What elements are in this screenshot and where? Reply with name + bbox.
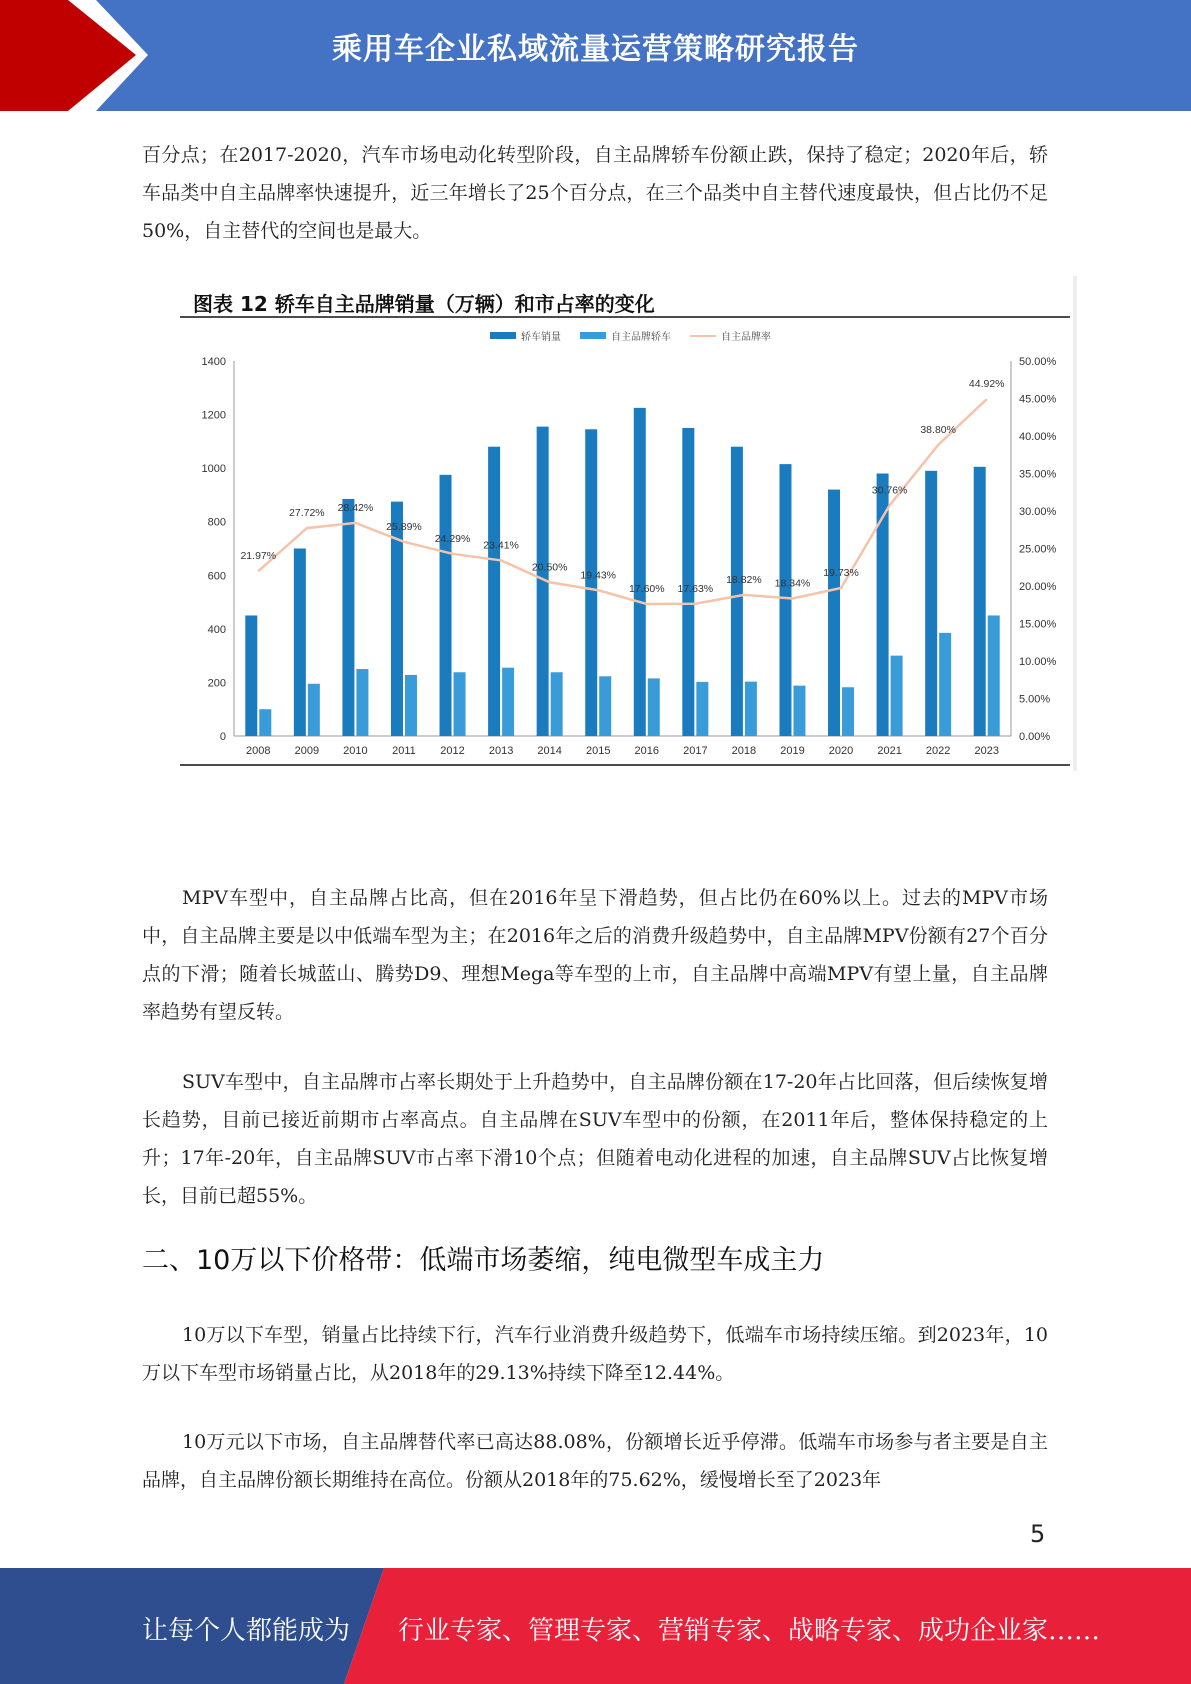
x-tick-label: 2020 [828,745,854,757]
bar-sedan-sales [585,429,597,736]
line-data-label: 17.63% [677,582,714,595]
chart-edge-shadow [1073,276,1077,771]
x-tick-label: 2011 [392,745,416,757]
y-right-tick-label: 10.00% [1019,656,1057,668]
x-tick-label: 2016 [634,745,660,757]
bar-sedan-sales [779,464,791,736]
legend-swatch [580,332,606,339]
bar-domestic-sedan [259,709,271,736]
line-data-label: 44.92% [968,378,1005,391]
bar-domestic-sedan [454,672,466,736]
x-tick-label: 2015 [585,745,611,757]
bar-domestic-sedan [939,633,951,736]
y-left-tick-label: 200 [207,677,226,690]
bar-domestic-sedan [599,676,611,736]
page-header [0,0,1191,111]
bar-domestic-sedan [308,684,320,736]
y-left-tick-label: 600 [207,570,226,583]
bar-sedan-sales [828,490,840,736]
bar-domestic-sedan [745,682,757,736]
y-right-tick-label: 50.00% [1019,356,1057,368]
header-title: 乘用车企业私域流量运营策略研究报告 [332,32,859,67]
paragraph-domestic-share: 10万元以下市场，自主品牌替代率已高达88.08%，份额增长近乎停滞。低端车市场参与者主要是自主品牌，自主品牌份额长期维持在高位。份额从2018年的75.62%，缓慢增长至了2023年 [142,1431,1048,1491]
y-left-tick-label: 400 [207,623,226,636]
bar-domestic-sedan [793,686,805,736]
sedan-chart [180,276,1080,771]
y-right-tick-label: 45.00% [1019,393,1057,406]
y-right-tick-label: 15.00% [1019,618,1057,631]
legend-label: 轿车销量 [521,332,561,343]
legend-label: 自主品牌率 [721,332,771,343]
line-data-label: 28.42% [337,501,374,514]
section-heading: 二、10万以下价格带：低端市场萎缩，纯电微型车成主力 [142,1245,825,1276]
bar-domestic-sedan [891,656,903,736]
x-tick-label: 2012 [440,745,465,757]
y-right-tick-label: 20.00% [1019,581,1057,593]
y-right-tick-label: 5.00% [1019,693,1051,706]
line-data-label: 19.73% [823,567,859,580]
line-data-label: 38.80% [920,424,956,436]
bar-domestic-sedan [648,678,660,736]
line-data-label: 21.97% [240,550,277,563]
footer-slogan: 让每个人都能成为 [142,1616,351,1646]
line-data-label: 18.34% [774,577,811,590]
bar-sedan-sales [294,549,306,737]
line-data-label: 17.60% [628,583,665,595]
line-data-label: 25.89% [386,520,422,533]
bar-sedan-sales [440,475,452,736]
x-tick-label: 2021 [877,745,902,757]
x-tick-label: 2022 [925,745,951,757]
y-left-tick-label: 0 [219,731,226,743]
chart-title: 图表 12 轿车自主品牌销量（万辆）和市占率的变化 [193,292,655,316]
paragraph-under-100k: 10万以下车型，销量占比持续下行，汽车行业消费升级趋势下，低端车市场持续压缩。到2023年，10万以下车型市场销量占比，从2018年的29.13%持续下降至12.44%。 [142,1324,1048,1384]
bar-sedan-sales [488,447,500,736]
y-right-tick-label: 25.00% [1019,543,1057,556]
y-right-tick-label: 30.00% [1019,506,1057,518]
y-left-tick-label: 1000 [201,463,226,476]
line-data-label: 27.72% [289,507,325,520]
x-tick-label: 2014 [537,745,562,757]
x-tick-label: 2009 [294,745,320,757]
x-tick-label: 2018 [731,745,757,757]
bar-domestic-sedan [551,672,563,736]
line-data-label: 24.29% [434,532,471,545]
bar-sedan-sales [634,408,646,736]
x-tick-label: 2019 [780,745,805,757]
x-tick-label: 2023 [974,745,999,757]
line-data-label: 30.76% [871,484,908,497]
legend-swatch [490,332,516,339]
bar-sedan-sales [925,471,937,736]
bar-sedan-sales [974,467,986,736]
bar-domestic-sedan [696,682,708,736]
x-tick-label: 2008 [246,745,271,757]
x-tick-label: 2010 [343,745,368,757]
bar-sedan-sales [731,447,743,736]
y-right-tick-label: 0.00% [1019,731,1051,743]
y-left-tick-label: 1200 [201,409,226,422]
paragraph-suv: SUV车型中，自主品牌市占率长期处于上升趋势中，自主品牌份额在17-20年占比回落，但后续恢复增长趋势，目前已接近前期市占率高点。自主品牌在SUV车型中的份额，在2011年后，整体保持稳定的上升；17年-20年，自主品牌SUV市占率下滑10个点；但随着电动化进程的加速，自主品牌SUV占比恢复增长，目前已超55%。 [142,1071,1048,1207]
y-right-tick-label: 40.00% [1019,431,1057,443]
footer-roles: 行业专家、管理专家、营销专家、战略专家、成功企业家…… [398,1616,1101,1646]
x-tick-label: 2017 [683,745,708,757]
bar-domestic-sedan [502,668,514,736]
line-data-label: 18.82% [726,573,762,586]
bar-sedan-sales [245,615,257,736]
line-data-label: 19.43% [580,569,617,582]
bar-domestic-sedan [405,675,417,736]
bar-domestic-sedan [356,669,368,736]
bar-domestic-sedan [988,615,1000,736]
y-right-tick-label: 35.00% [1019,468,1057,481]
bar-domestic-sedan [842,687,854,736]
line-data-label: 20.50% [531,561,568,574]
line-data-label: 23.41% [483,539,519,552]
legend-label: 自主品牌轿车 [611,332,671,343]
page-number: 5 [1030,1520,1046,1548]
bar-sedan-sales [342,499,354,736]
paragraph-sedan-share: 百分点；在2017-2020，汽车市场电动化转型阶段，自主品牌轿车份额止跌，保持了稳定；2020年后，轿车品类中自主品牌率快速提升，近三年增长了25个百分点，在三个品类中自主替代速度最快，但占比仍不足50%，自主替代的空间也是最大。 [142,144,1048,242]
y-left-tick-label: 800 [207,516,226,529]
x-tick-label: 2013 [488,745,514,757]
paragraph-mpv: MPV车型中，自主品牌占比高，但在2016年呈下滑趋势，但占比仍在60%以上。过去的MPV市场中，自主品牌主要是以中低端车型为主；在2016年之后的消费升级趋势中，自主品牌MPV份额有27个百分点的下滑；随着长城蓝山、腾势D9、理想Mega等车型的上市，自主品牌中高端MPV有望上量，自主品牌率趋势有望反转。 [142,887,1048,1023]
chart-svg [180,276,1080,771]
bar-sedan-sales [877,474,889,737]
y-left-tick-label: 1400 [201,356,226,368]
